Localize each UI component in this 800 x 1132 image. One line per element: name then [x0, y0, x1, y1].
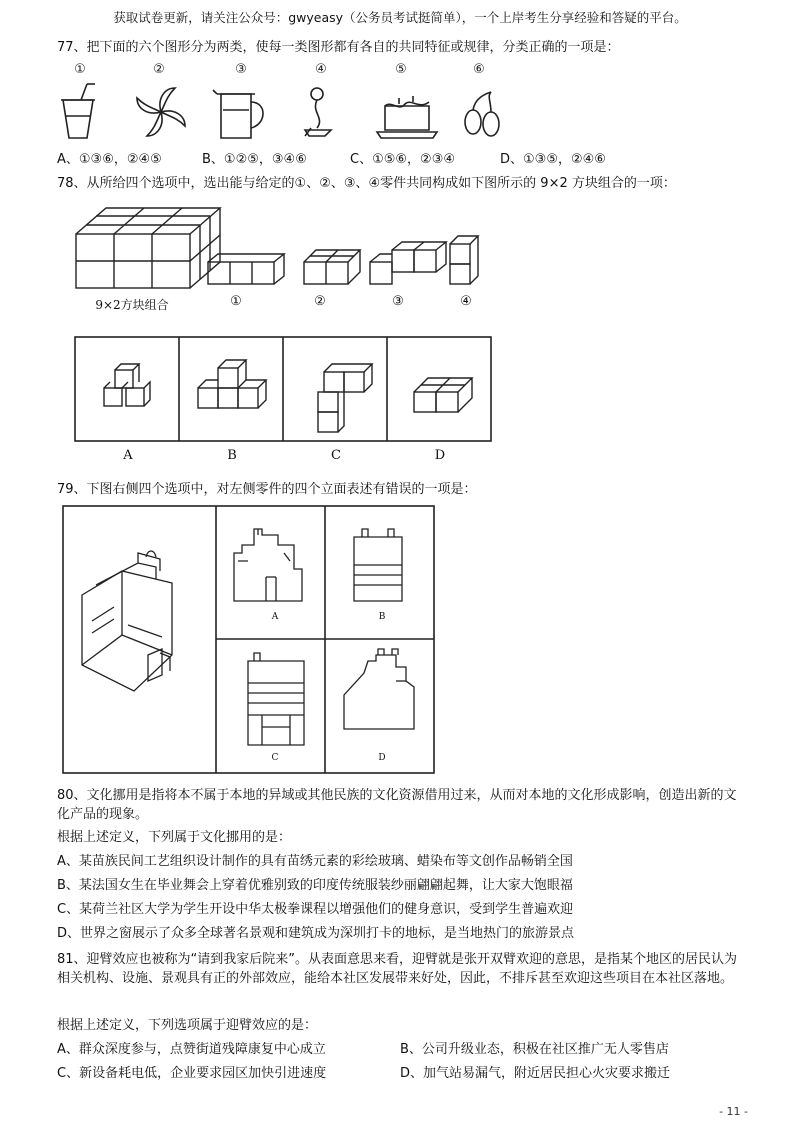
cake-icon: [377, 96, 437, 138]
q79-option-b-figure: [354, 529, 402, 601]
q79-part-3d: [82, 551, 172, 691]
q78-option-b-label[interactable]: B: [227, 448, 237, 463]
q77-num-2: ②: [153, 62, 165, 77]
page-header: 获取试卷更新，请关注公众号：gwyeasy（公务员考试挺简单），一个上岸考生分享经验和答疑的平台。: [113, 10, 687, 25]
cherries-icon: [465, 92, 499, 136]
pinwheel-icon: [137, 88, 185, 136]
q81-ask: 根据上述定义，下列选项属于迎臂效应的是：: [57, 1018, 318, 1033]
q78-part-num-4: ④: [460, 294, 472, 309]
q81-option-b[interactable]: B、公司升级业态，积极在社区推广无人零售店: [400, 1042, 669, 1057]
q78-option-d-label[interactable]: D: [434, 448, 446, 463]
q77-option-a[interactable]: A、①③⑥，②④⑤: [57, 152, 162, 167]
q78-part-num-3: ③: [392, 294, 404, 309]
q78-option-a-label[interactable]: A: [123, 448, 133, 463]
jug-icon: [213, 90, 263, 138]
combo-block: [76, 208, 220, 288]
q77-figures: [55, 80, 515, 142]
q78-stem: 78、从所给四个选项中，选出能与给定的①、②、③、④零件共同构成如下图所示的 9×2 方块组合的一项：: [57, 176, 676, 191]
q79-option-d-label[interactable]: D: [378, 753, 386, 763]
option-c-figure: [318, 364, 372, 432]
q81-option-a[interactable]: A、群众深度参与，点赞街道残障康复中心成立: [57, 1042, 326, 1057]
q78-part-num-1: ①: [230, 294, 242, 309]
swan-icon: [305, 88, 331, 136]
cup-icon: [61, 84, 95, 138]
q77-stem: 77、把下面的六个图形分为两类，使每一类图形都有各自的共同特征或规律，分类正确的一项是：: [57, 40, 620, 55]
option-b-figure: [198, 360, 266, 408]
page-number: - 11 -: [719, 1105, 748, 1118]
q77-num-6: ⑥: [473, 62, 485, 77]
option-a-figure: [104, 364, 150, 406]
q78-option-c-label[interactable]: C: [331, 448, 341, 463]
q79-option-c-label[interactable]: C: [271, 753, 279, 763]
q79-option-a-figure: [234, 529, 302, 601]
q77-option-d[interactable]: D、①③⑤，②④⑥: [500, 152, 606, 167]
q79-option-b-label[interactable]: B: [378, 612, 386, 622]
q80-option-c[interactable]: C、某荷兰社区大学为学生开设中华太极拳课程以增强他们的健身意识，受到学生普遍欢迎: [57, 902, 574, 917]
part-2: [304, 250, 360, 284]
q78-combo-figures: [72, 200, 492, 300]
q80-ask: 根据上述定义，下列属于文化挪用的是：: [57, 830, 292, 845]
q81-definition: 81、迎臂效应也被称为“请到我家后院来”。从表面意思来看，迎臂就是张开双臂欢迎的意思，是指某个地区的居民认为相关机构、设施、景观具有正的外部效应，能给本社区发展带来好处，因此，不排斥甚至欢迎这些项目在本社区落地。: [57, 952, 738, 986]
q77-option-b[interactable]: B、①②⑤，③④⑥: [202, 152, 307, 167]
q77-num-3: ③: [235, 62, 247, 77]
q78-combo-label: 9×2方块组合: [95, 298, 169, 312]
q77-num-1: ①: [74, 62, 86, 77]
q79-figure-grid: [62, 505, 436, 775]
q80-option-b[interactable]: B、某法国女生在毕业舞会上穿着优雅别致的印度传统服装纱丽翩翩起舞，让大家大饱眼福: [57, 878, 573, 893]
part-4: [450, 236, 478, 284]
q78-options-grid: [74, 336, 494, 444]
q80-definition: 80、文化挪用是指将本不属于本地的异域或其他民族的文化资源借用过来，从而对本地的文化形成影响，创造出新的文化产品的现象。: [57, 788, 737, 822]
q77-option-c[interactable]: C、①⑤⑥，②③④: [350, 152, 456, 167]
q80-option-d[interactable]: D、世界之窗展示了众多全球著名景观和建筑成为深圳打卡的地标，是当地热门的旅游景点: [57, 926, 575, 941]
q79-option-a-label[interactable]: A: [271, 612, 279, 622]
q79-option-d-figure: [344, 649, 414, 729]
q81-option-c[interactable]: C、新设备耗电低，企业要求园区加快引进速度: [57, 1066, 327, 1081]
q77-num-5: ⑤: [395, 62, 407, 77]
part-3: [370, 242, 446, 284]
q79-stem: 79、下图右侧四个选项中，对左侧零件的四个立面表述有错误的一项是：: [57, 482, 477, 497]
q81-option-d[interactable]: D、加气站易漏气，附近居民担心火灾要求搬迁: [400, 1066, 671, 1081]
q77-num-4: ④: [315, 62, 327, 77]
q78-part-num-2: ②: [314, 294, 326, 309]
q79-option-c-figure: [248, 653, 304, 745]
q80-option-a[interactable]: A、某苗族民间工艺组织设计制作的具有苗绣元素的彩绘玻璃、蜡染布等文创作品畅销全国: [57, 854, 573, 869]
option-d-figure: [414, 378, 472, 412]
